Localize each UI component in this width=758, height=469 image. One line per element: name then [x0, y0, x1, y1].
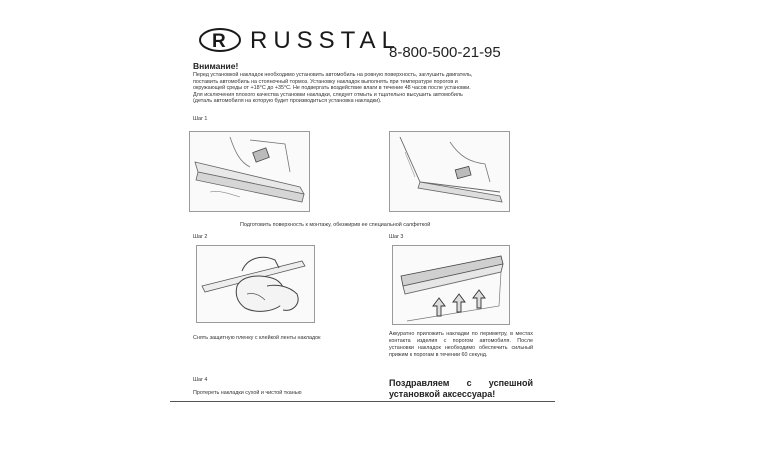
- warning-text: [193, 72, 533, 105]
- warning-line: поставить автомобиль на стояночный тормоз. Установку накладок выполнять при температуре порогов и: [193, 78, 458, 85]
- warning-line: (деталь автомобиля на которую будет производиться установка накладки).: [193, 98, 382, 105]
- step1-label: Шаг 1: [193, 116, 208, 122]
- warning-line: Для исключения плохого качества установки накладки, следует отмыть и тщательно высушить автомобиль: [193, 91, 463, 98]
- step3-image: [392, 245, 510, 325]
- step3-label: Шаг 3: [389, 234, 404, 240]
- press-sill-plate-icon: [393, 246, 509, 324]
- peel-film-hands-icon: [197, 246, 314, 322]
- step1-image-right: [389, 131, 510, 212]
- step3-caption: Аккуратно приложить накладки по периметру, в местах контакта изделия с порогом автомобиля. После установки накладок необходимо обеспечить сильный прижим к порогам в течении 60 секунд.: [389, 331, 533, 358]
- svg-text:R: R: [212, 31, 226, 52]
- phone-number: 8-800-500-21-95: [389, 44, 501, 61]
- door-sill-cleaning-icon: [190, 132, 309, 211]
- door-opening-cleaning-icon: [390, 132, 509, 211]
- warning-line: Перед установкой накладок необходимо установить автомобиль на ровную поверхность, заглушить двигатель,: [193, 72, 473, 78]
- warning-line: окружающей среды от +18°C до +35°C. Не подвергать воздействие влаги в течение 48 часов после установки.: [193, 85, 471, 92]
- bottom-divider: [170, 401, 555, 402]
- step1-caption: Подготовить поверхность к монтажу, обезжирив ее специальной салфеткой: [240, 222, 431, 228]
- brand-name: RUSSTAL: [250, 27, 401, 54]
- step4-label: Шаг 4: [193, 377, 208, 383]
- warning-title: Внимание!: [193, 61, 239, 71]
- congrats-line1: Поздравляем с успешной: [389, 378, 533, 388]
- step2-label: Шаг 2: [193, 234, 208, 240]
- step1-image-left: [189, 131, 310, 212]
- step4-caption: Протереть накладки сухой и чистой тканью: [193, 390, 302, 396]
- congrats-line2: установкой аксессуара!: [389, 389, 496, 399]
- step2-image: [196, 245, 315, 323]
- step2-caption: Снять защитную пленку с клейкой ленты накладок: [193, 335, 321, 341]
